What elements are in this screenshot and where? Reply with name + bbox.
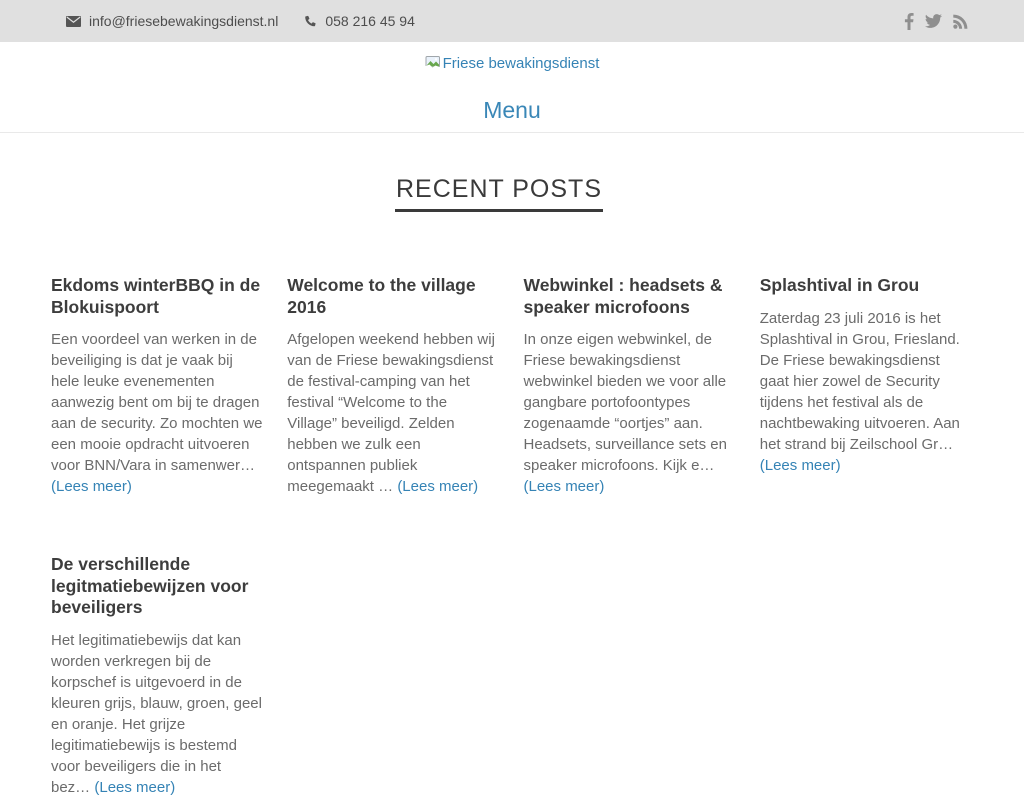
site-logo-link[interactable] <box>425 55 600 72</box>
phone-text: 058 216 45 94 <box>325 13 415 29</box>
email-link[interactable] <box>66 13 278 29</box>
top-contact-bar <box>0 0 1024 42</box>
post-excerpt-text: Het legitimatiebewijs dat kan worden verkregen bij de korpschef is uitgevoerd in de kleuren grijs, blauw, groen, geel en oranje. Het grijze legitimatiebewijs is bestemd voor beveiligers die in het bez… <box>51 631 262 796</box>
read-more-link[interactable]: (Lees meer) <box>759 456 841 474</box>
broken-image-icon <box>425 55 441 71</box>
main-content <box>51 175 973 798</box>
read-more-link[interactable]: (Lees meer) <box>397 478 479 495</box>
post-card <box>524 275 737 497</box>
rss-icon[interactable] <box>953 14 968 29</box>
post-card <box>287 275 500 497</box>
post-excerpt <box>51 329 264 497</box>
email-text: info@friesebewakingsdienst.nl <box>89 13 279 29</box>
site-header <box>0 42 1024 133</box>
post-excerpt <box>287 329 500 497</box>
facebook-icon[interactable] <box>904 13 914 30</box>
recent-posts-heading: RECENT POSTS <box>395 175 603 212</box>
post-excerpt <box>524 329 737 497</box>
post-card <box>51 554 264 798</box>
recent-posts-heading-wrap <box>51 175 973 212</box>
post-title[interactable]: Ekdoms winterBBQ in de Blokuispoort <box>51 275 261 317</box>
phone-icon <box>304 15 317 28</box>
phone-link[interactable] <box>304 13 415 29</box>
social-links <box>904 13 968 30</box>
post-excerpt-text: In onze eigen webwinkel, de Friese bewakingsdienst webwinkel bieden we voor alle gangbare portofoontypes zogenaamde “oortjes” aan. Headsets, surveillance sets en speaker microfoons. Kijk e… <box>523 331 727 474</box>
read-more-link[interactable]: (Lees meer) <box>94 778 176 796</box>
post-card <box>51 275 264 497</box>
twitter-icon[interactable] <box>925 14 942 28</box>
post-excerpt <box>51 630 264 798</box>
envelope-icon <box>66 16 81 27</box>
menu-toggle[interactable]: Menu <box>483 97 541 123</box>
post-excerpt-text: Een voordeel van werken in de beveiliging is dat je vaak bij hele leuke evenementen aanwezig bent om bij te dragen aan de security. Zo mochten we een mooie opdracht uitvoeren voor BNN/Vara in samenwer… <box>51 331 263 474</box>
posts-grid <box>51 275 973 798</box>
read-more-link[interactable]: (Lees meer) <box>51 478 132 495</box>
site-logo-alt-text: Friese bewakingsdienst <box>442 55 600 72</box>
post-card <box>760 275 973 497</box>
post-excerpt-text: Afgelopen weekend hebben wij van de Friese bewakingsdienst de festival-camping van het festival “Welcome to the Village” beveiligd. Zelden hebben we zulk een ontspannen publiek meegemaakt … <box>287 331 495 495</box>
post-title[interactable]: Welcome to the village 2016 <box>287 275 476 317</box>
post-title[interactable]: Webwinkel : headsets & speaker microfoons <box>523 275 723 317</box>
post-excerpt-text: Zaterdag 23 juli 2016 is het Splashtival in Grou, Friesland. De Friese bewakingsdienst gaat hier zowel de Security tijdens het festival als de nachtbewaking uitvoeren. Aan het strand bij Zeilschool Gr… <box>759 309 960 453</box>
post-title[interactable]: Splashtival in Grou <box>759 275 920 295</box>
contact-info <box>66 13 415 29</box>
read-more-link[interactable]: (Lees meer) <box>523 478 605 495</box>
post-title[interactable]: De verschillende legitmatiebewijzen voor beveiligers <box>51 554 249 617</box>
post-excerpt <box>760 308 973 476</box>
